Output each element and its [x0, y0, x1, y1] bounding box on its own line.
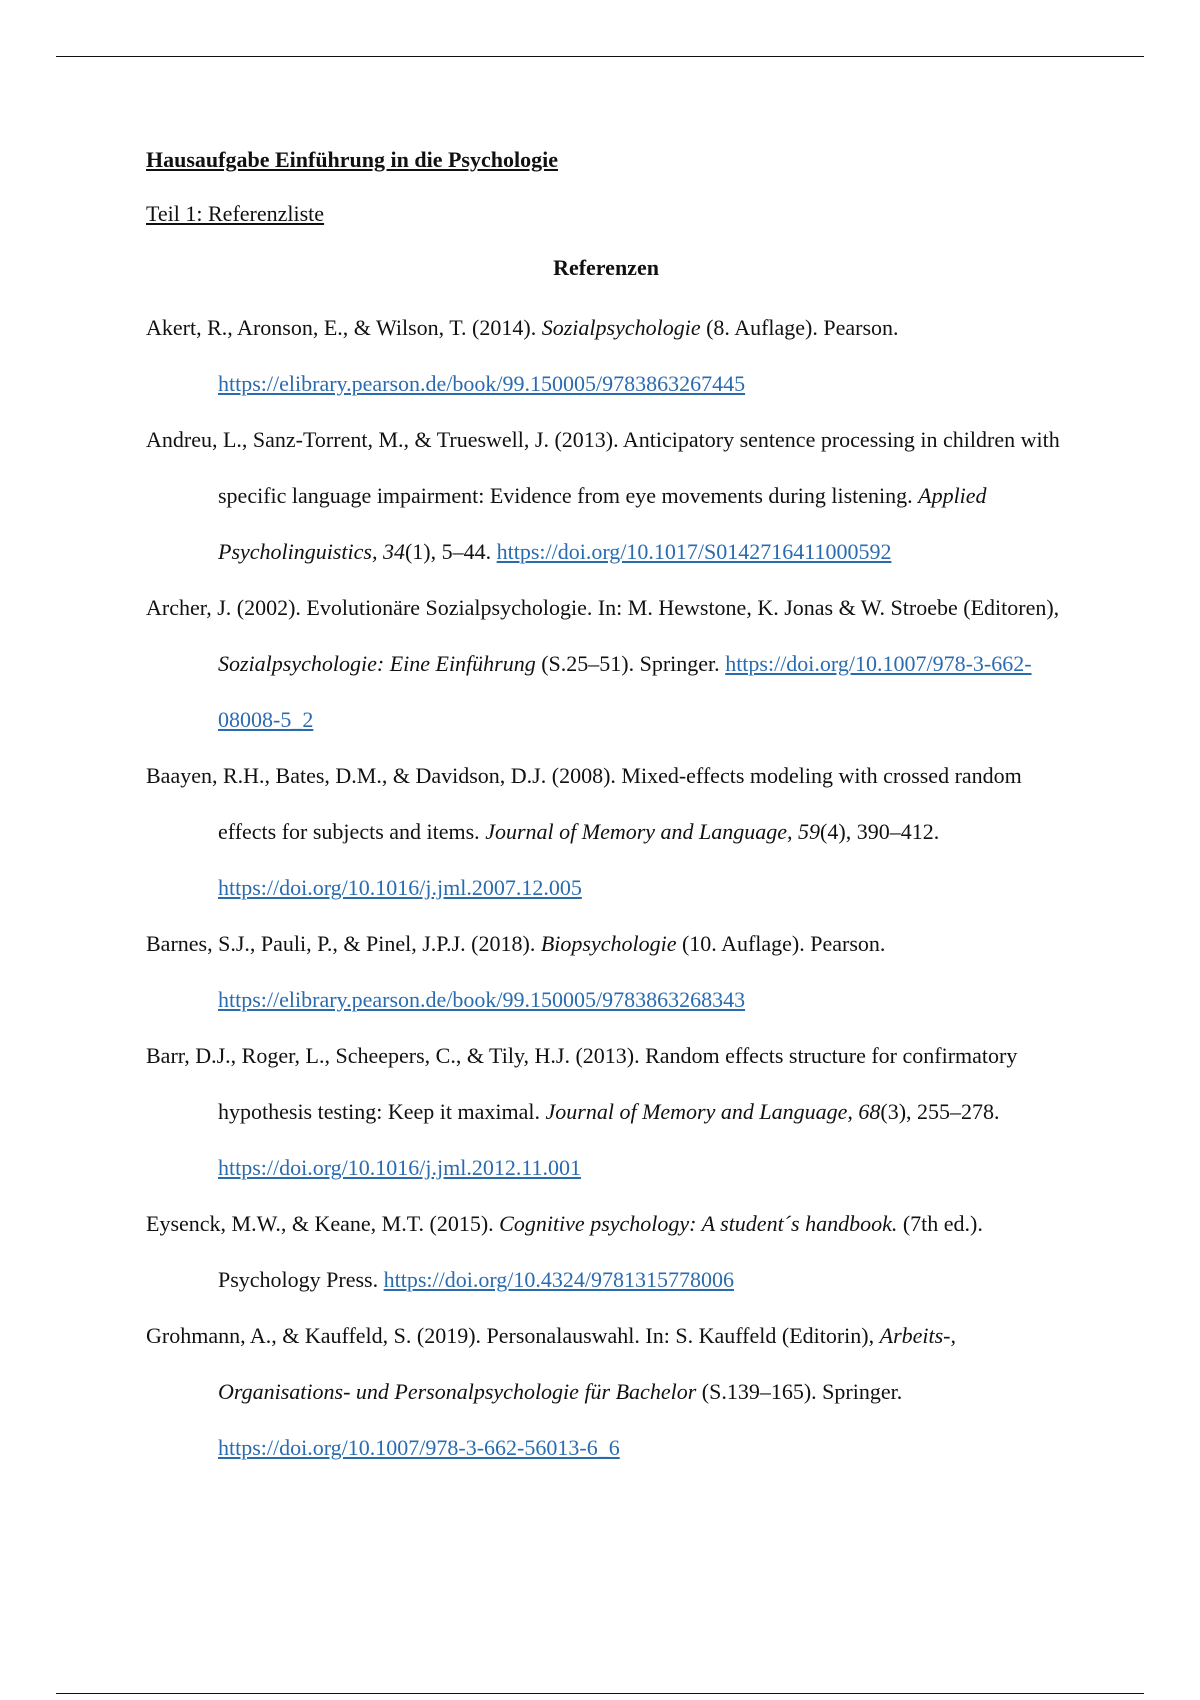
- references-heading: Referenzen: [553, 255, 659, 280]
- reference-link[interactable]: https://doi.org/10.1016/j.jml.2007.12.005: [218, 875, 582, 900]
- reference-text: Barnes, S.J., Pauli, P., & Pinel, J.P.J. (2018).: [146, 931, 541, 956]
- page-bottom-rule: [56, 1693, 1144, 1694]
- reference-source-italic: Arbeits-, Organisations- und Personalpsychologie für Bachelor: [218, 1323, 957, 1404]
- reference-link[interactable]: https://doi.org/10.1007/978-3-662-56013-6_6: [218, 1435, 620, 1460]
- reference-entry: [146, 580, 1066, 748]
- reference-details: (S.139–165). Springer.: [696, 1379, 903, 1404]
- reference-details: (1), 5–44.: [404, 539, 497, 564]
- reference-details: (10. Auflage). Pearson.: [676, 931, 886, 956]
- reference-text: Archer, J. (2002). Evolutionäre Sozialpsychologie. In: M. Hewstone, K. Jonas & W. Stroebe (Editoren),: [146, 595, 1060, 620]
- reference-details: (3), 255–278.: [880, 1099, 1000, 1124]
- reference-text: Eysenck, M.W., & Keane, M.T. (2015).: [146, 1211, 500, 1236]
- reference-source-italic: Cognitive psychology: A student´s handbook.: [499, 1211, 898, 1236]
- reference-entry: [146, 1308, 1066, 1476]
- reference-source-italic: Applied Psycholinguistics, 34: [218, 483, 987, 564]
- reference-link[interactable]: https://doi.org/10.1016/j.jml.2012.11.001: [218, 1155, 582, 1180]
- reference-text: Akert, R., Aronson, E., & Wilson, T. (2014).: [146, 315, 542, 340]
- reference-details: (4), 390–412.: [820, 819, 940, 844]
- reference-source-italic: Journal of Memory and Language, 59: [485, 819, 821, 844]
- reference-entry: [146, 916, 1066, 1028]
- reference-source-italic: Journal of Memory and Language, 68: [545, 1099, 881, 1124]
- reference-details: (S.25–51). Springer.: [535, 651, 726, 676]
- reference-link[interactable]: https://doi.org/10.1017/S0142716411000592: [496, 539, 892, 564]
- document-title: Hausaufgabe Einführung in die Psychologie: [146, 147, 558, 172]
- reference-entry: [146, 1196, 1066, 1308]
- reference-source-italic: Sozialpsychologie: Eine Einführung: [218, 651, 536, 676]
- reference-details: (7th ed.). Psychology Press.: [218, 1211, 983, 1292]
- reference-entry: [146, 412, 1066, 580]
- reference-details: (8. Auflage). Pearson.: [700, 315, 899, 340]
- document-subtitle: Teil 1: Referenzliste: [146, 201, 325, 226]
- page-top-rule: [56, 56, 1144, 57]
- reference-link[interactable]: https://elibrary.pearson.de/book/99.150005/9783863268343: [218, 987, 746, 1012]
- reference-link[interactable]: https://doi.org/10.1007/978-3-662-08008-5_2: [218, 651, 1032, 732]
- reference-text: Baayen, R.H., Bates, D.M., & Davidson, D.J. (2008). Mixed-effects modeling with crossed random effects for subjects and items.: [146, 763, 1022, 844]
- reference-entry: [146, 1028, 1066, 1196]
- reference-link[interactable]: https://doi.org/10.4324/9781315778006: [383, 1267, 735, 1292]
- reference-text: Barr, D.J., Roger, L., Scheepers, C., & Tily, H.J. (2013). Random effects structure for confirmatory hypothesis testing: Keep it maximal.: [146, 1043, 1018, 1124]
- reference-entry: [146, 300, 1066, 412]
- document-body: [146, 140, 1066, 1476]
- reference-text: Grohmann, A., & Kauffeld, S. (2019). Personalauswahl. In: S. Kauffeld (Editorin),: [146, 1323, 880, 1348]
- reference-text: Andreu, L., Sanz-Torrent, M., & Trueswell, J. (2013). Anticipatory sentence processing in children with specific language impairment: Evidence from eye movements during listening.: [146, 427, 1060, 508]
- reference-link[interactable]: https://elibrary.pearson.de/book/99.150005/9783863267445: [218, 371, 746, 396]
- reference-list: [146, 300, 1066, 1476]
- reference-entry: [146, 748, 1066, 916]
- reference-source-italic: Biopsychologie: [540, 931, 677, 956]
- reference-source-italic: Sozialpsychologie: [541, 315, 701, 340]
